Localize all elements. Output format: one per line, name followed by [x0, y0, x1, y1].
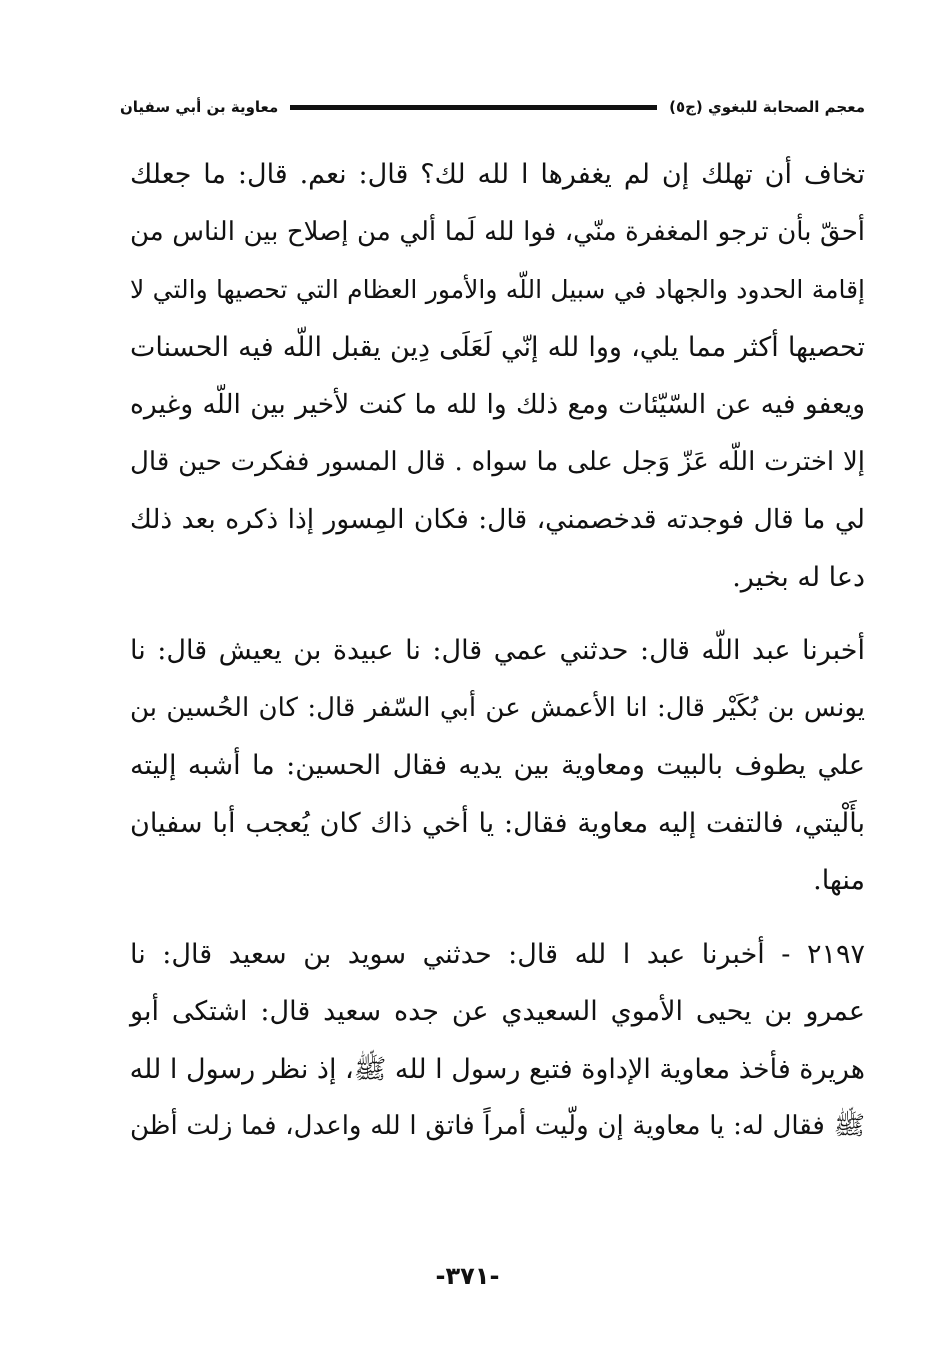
text-line: أخبرنا عبد اللّه قال: حدثني عمي قال: نا عبيدة بن يعيش قال: نا: [130, 635, 865, 666]
body-text: [130, 146, 865, 1156]
text-line: تخاف أن تهلك إن لم يغفرها ا لله لك؟ قال: نعم. قال: ما جعلك: [130, 159, 865, 190]
page-number: -٣٧١-: [435, 1262, 500, 1290]
text-line: تحصيها أكثر مما يلي، ووا لله إنّي لَعَلَى دِين يقبل اللّه فيه الحسنات: [130, 331, 865, 363]
paragraph-gap: [130, 606, 865, 622]
text-line: دعا له بخير.: [732, 561, 865, 593]
paragraph-3: [130, 926, 865, 1156]
text-line: منها.: [813, 865, 865, 896]
text-line: إقامة الحدود والجهاد في سبيل اللّه والأمور العظام التي تحصيها والتي لا: [130, 275, 865, 304]
text-line: ﷺ فقال له: يا معاوية إن ولّيت أمراً فاتق ا لله واعدل، فما زلت أظن: [130, 1111, 865, 1141]
text-line: بأَلْيتي، فالتفت إليه معاوية فقال: يا أخي ذاك كان يُعجب أبا سفيان: [130, 807, 865, 839]
paragraph-1: [130, 146, 865, 606]
text-line: ٢١٩٧ - أخبرنا عبد ا لله قال: حدثني سويد بن سعيد قال: نا: [130, 938, 865, 970]
header-person-name: معاوية بن أبي سفيان: [120, 98, 279, 116]
paragraph-gap: [130, 910, 865, 926]
running-header: [120, 94, 865, 120]
text-line: هريرة فأخذ معاوية الإداوة فتبع رسول ا لله ﷺ، إذ نظر رسول ا لله: [129, 1053, 865, 1085]
text-line: ويعفو فيه عن السّيّئات ومع ذلك وا لله ما كنت لأخير بين اللّه وغيره: [130, 389, 865, 420]
text-line: لي ما قال فوجدته قدخصمني، قال: فكان المِسور إذا ذكره بعد ذلك: [130, 504, 865, 535]
header-rule: [290, 105, 657, 110]
text-line: إلا اخترت اللّه عَزّ وَجل على ما سواه . قال المسور ففكرت حين قال: [130, 446, 865, 477]
header-book-title: معجم الصحابة للبغوي (ج٥): [669, 98, 865, 116]
text-line: علي يطوف بالبيت ومعاوية بين يديه فقال الحسين: ما أشبه إليته: [130, 750, 865, 781]
text-line: يونس بن بُكَيْر قال: انا الأعمش عن أبي السّفر قال: كان الحُسين بن: [130, 692, 865, 723]
text-line: عمرو بن يحيى الأموي السعيدي عن جده سعيد قال: اشتكى أبو: [130, 996, 865, 1027]
text-line: أحقّ بأن ترجو المغفرة منّي، فوا لله لَما ألي من إصلاح بين الناس من: [130, 216, 865, 247]
paragraph-2: [130, 622, 865, 910]
